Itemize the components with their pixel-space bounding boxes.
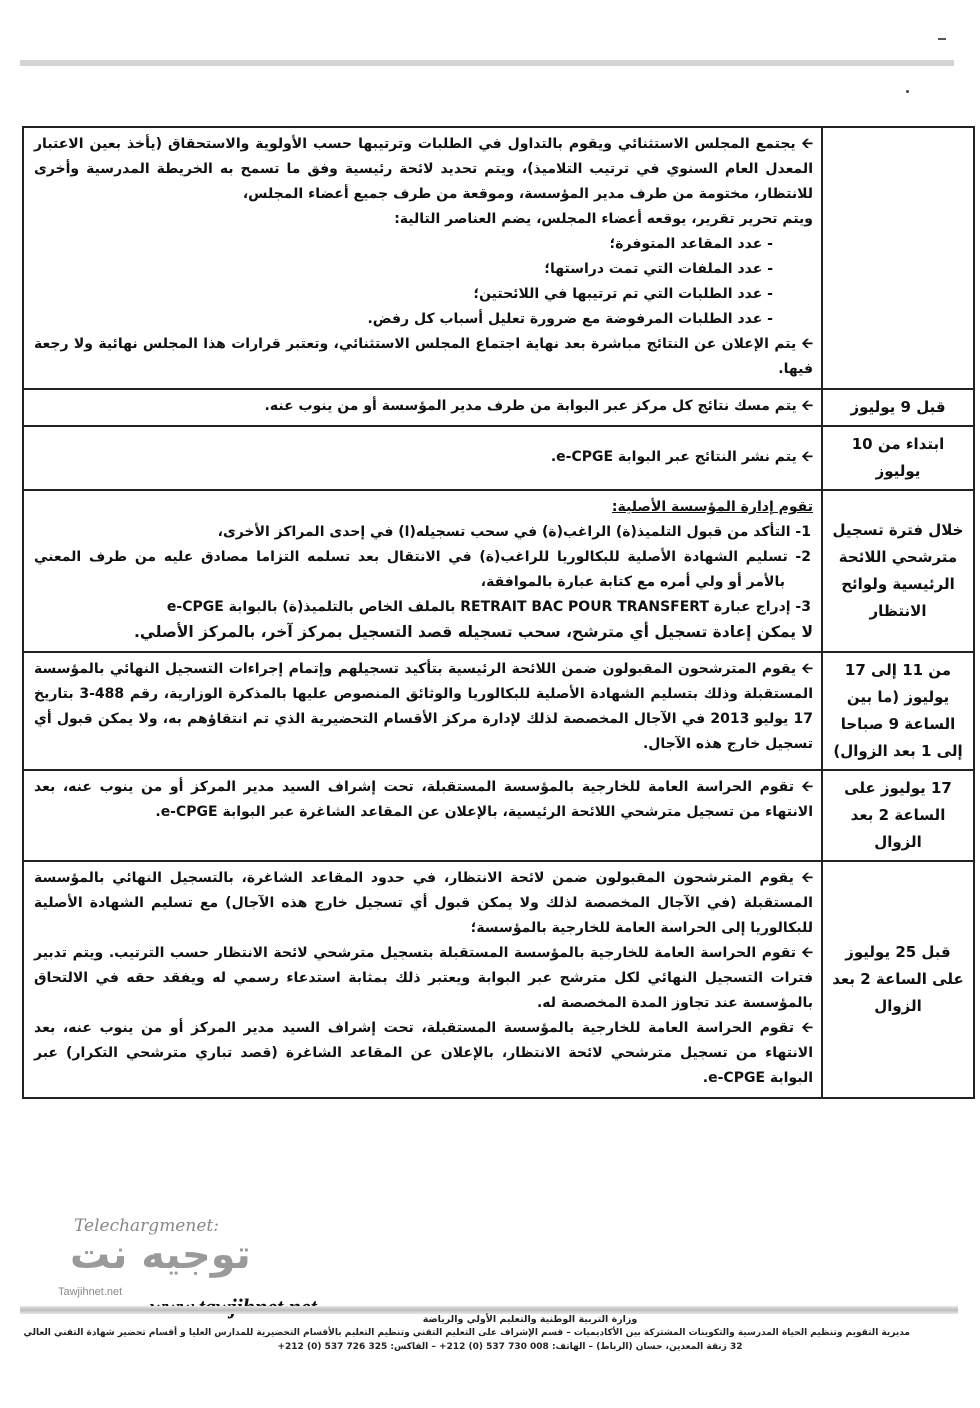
watermark-logo: توجيه نت xyxy=(70,1232,251,1278)
list-item: 3- إدراج عبارة RETRAIT BAC POUR TRANSFERT بالملف الخاص بالتلميذ(ة) بالبوابة e-CPGE xyxy=(166,599,811,615)
row-date: 17 يوليوز على الساعة 2 بعد الزوال xyxy=(822,770,974,861)
row-content xyxy=(23,490,822,652)
paragraph: 🡨 يقوم المترشحون المقبولون ضمن لائحة الانتظار، في حدود المقاعد الشاغرة، بالتسجيل النهائي بالمؤسسة المستقبلة (في الآجال المخصصة لذلك ولا يمكن قبول أي تسجيل خارج هذه الآجال) مع تسليم الشهادة الأصلية للبكالوريا إلى الحراسة العامة للخارجية بالمؤسسة؛ xyxy=(34,870,813,936)
row-date: خلال فترة تسجيل مترشحي اللائحة الرئيسية ولوائح الانتظار xyxy=(822,490,974,652)
footer-address: 32 زنقة المعدين، حسان (الرباط) – الهاتف: 008 730 537 (0) 212+ – الفاكس: 325 726 537 (0) 212+ xyxy=(277,1342,743,1352)
row-content xyxy=(23,861,822,1098)
paragraph: 🡨 تقوم الحراسة العامة للخارجية بالمؤسسة المستقبلة بتسجيل مترشحي لائحة الانتظار حسب الترتيب. ويتم تدبير فترات التسجيل النهائي لكل مترشح عبر البوابة ويعتبر ذلك بمثابة استدعاء رسمي له ويفقد حقه في الالتحاق بالمؤسسة عند تجاوز المدة المخصصة له. xyxy=(34,945,813,1011)
footer-directorate: مديرية التقويم وتنظيم الحياة المدرسية والتكوينات المشتركة بين الأكاديميات – قسم الإشراف على التعليم التقني وتنظيم التعليم بالأقسام التحضيرية للمدارس العليا و أقسام تحضير شهادة التقني العالي xyxy=(23,1328,910,1338)
paragraph: 🡨 يجتمع المجلس الاستثنائي ويقوم بالتداول في الطلبات وترتيبها حسب الأولوية والاستحقاق (يأخذ بعين الاعتبار المعدل العام السنوي في ترتيب التلاميذ)، ويتم تحديد لائحة رئيسية وفق ما تسمح به الخريطة المدرسية وأخرى للانتظار، مختومة من طرف مدير المؤسسة، وموقعة من طرف جميع أعضاء المجلس، xyxy=(34,136,813,202)
list-item: 1- التأكد من قبول التلميذ(ة) الراغب(ة) في سحب تسجيله(ا) في إحدى المراكز الأخرى، xyxy=(217,524,811,540)
paragraph: 🡨 يتم نشر النتائج عبر البوابة e-CPGE. xyxy=(550,448,813,465)
list-item: 2- تسليم الشهادة الأصلية للبكالوريا للراغب(ة) في الانتقال بعد تسلمه التزاما مصادق عليه من طرف المعني بالأمر أو ولي أمره مع كتابة عبارة بالموافقة، xyxy=(34,549,811,590)
row-content xyxy=(23,389,822,426)
paragraph: ويتم تحرير تقرير، يوقعه أعضاء المجلس، يضم العناصر التالية: xyxy=(394,211,813,227)
footer-ministry: وزارة التربية الوطنية والتعليم الأولي والرياضة xyxy=(422,1314,638,1325)
table-row xyxy=(23,389,974,426)
scan-mark xyxy=(938,38,946,40)
row-content xyxy=(23,426,822,490)
table-row xyxy=(23,652,974,770)
list-item: - عدد الطلبات التي تم ترتيبها في اللائحتين؛ xyxy=(473,286,773,302)
table-row xyxy=(23,861,974,1098)
list-item: - عدد الطلبات المرفوضة مع ضرورة تعليل أسباب كل رفض. xyxy=(367,311,773,327)
scan-dot xyxy=(906,90,909,93)
paragraph: 🡨 يتم مسك نتائج كل مركز عبر البوابة من طرف مدير المؤسسة أو من ينوب عنه. xyxy=(264,398,813,414)
row-date: من 11 إلى 17 يوليوز (ما بين الساعة 9 صباحا إلى 1 بعد الزوال) xyxy=(822,652,974,770)
watermark-small-url: Tawjihnet.net xyxy=(58,1286,123,1298)
row-content xyxy=(23,652,822,770)
warning-text: لا يمكن إعادة تسجيل أي مترشح، سحب تسجيله قصد التسجيل بمركز آخر، بالمركز الأصلي. xyxy=(134,623,813,641)
row-content xyxy=(23,127,822,389)
watermark-label: Telechargmenet: xyxy=(74,1216,219,1236)
schedule-table xyxy=(22,126,975,1099)
paragraph: تقوم إدارة المؤسسة الأصلية: xyxy=(611,499,813,515)
row-date: قبل 25 يوليوز على الساعة 2 بعد الزوال xyxy=(822,861,974,1098)
paragraph: 🡨 تقوم الحراسة العامة للخارجية بالمؤسسة المستقبلة، تحت إشراف السيد مدير المركز أو من ينوب عنه، بعد الانتهاء من تسجيل مترشحي اللائحة الرئيسية، بالإعلان عن المقاعد الشاغرة عبر البوابة e-CPGE. xyxy=(34,779,813,820)
top-rule xyxy=(20,60,954,66)
paragraph: 🡨 يتم الإعلان عن النتائج مباشرة بعد نهاية اجتماع المجلس الاستثنائي، وتعتبر قرارات هذا المجلس نهائية ولا رجعة فيها. xyxy=(34,336,813,377)
row-date xyxy=(822,127,974,389)
paragraph: 🡨 تقوم الحراسة العامة للخارجية بالمؤسسة المستقبلة، تحت إشراف السيد مدير المركز أو من ينوب عنه، بعد الانتهاء من تسجيل مترشحي لائحة الانتظار، بالإعلان عن المقاعد الشاغرة (قصد تباري مترشحي التكرار) عبر البوابة e-CPGE. xyxy=(34,1020,813,1086)
table-row xyxy=(23,127,974,389)
paragraph: 🡨 يقوم المترشحون المقبولون ضمن اللائحة الرئيسية بتأكيد تسجيلهم وإتمام إجراءات التسجيل النهائي بالمؤسسة المستقبلة وذلك بتسليم الشهادة الأصلية للبكالوريا والوثائق المنصوص عليها بالمذكرة الوزارية، رقم 488-3 بتاريخ 17 يوليو 2013 في الآجال المخصصة لذلك لإدارة مركز الأقسام التحضيرية الذي تم انتقاؤهم به، ولا يمكن قبول أي تسجيل خارج هذه الآجال. xyxy=(34,661,814,752)
table-row xyxy=(23,490,974,652)
table-row xyxy=(23,770,974,861)
row-date: قبل 9 يوليوز xyxy=(822,389,974,426)
row-date: ابتداء من 10 يوليوز xyxy=(822,426,974,490)
row-content xyxy=(23,770,822,861)
list-item: - عدد الملفات التي تمت دراستها؛ xyxy=(544,261,773,277)
table-row xyxy=(23,426,974,490)
footer-rule xyxy=(20,1306,958,1314)
list-item: - عدد المقاعد المتوفرة؛ xyxy=(609,236,773,252)
